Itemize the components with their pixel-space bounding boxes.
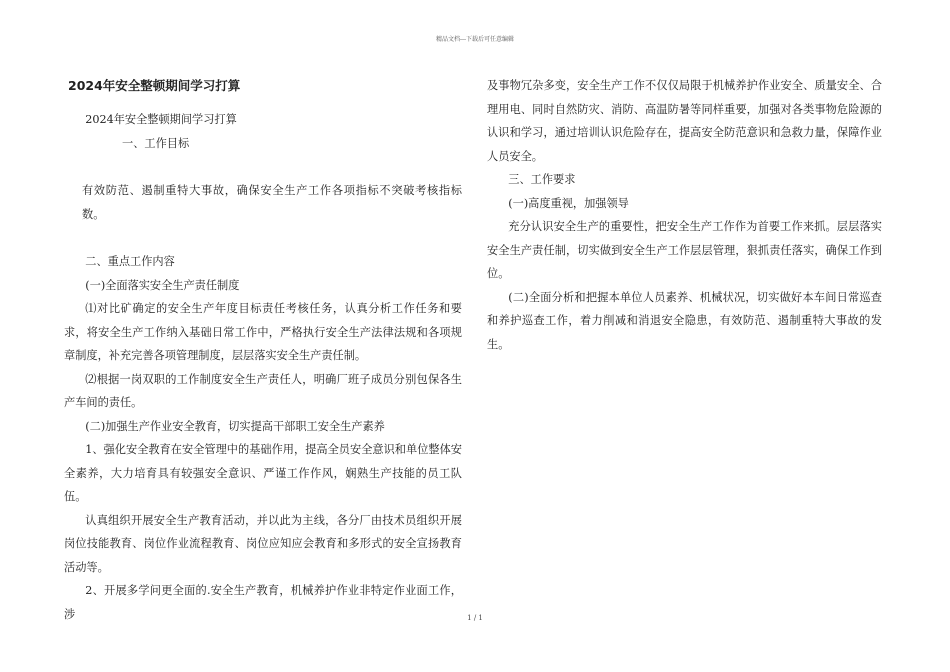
header-note: 精品文档---下载后可任意编辑 xyxy=(435,36,515,43)
requirement1-body: 充分认识安全生产的重要性，把安全生产工作作为首要工作来抓。层层落实安全生产责任制，切实做到安全生产工作层层管理，狠抓责任落实，确保工作到位。 xyxy=(487,220,882,280)
item2-paragraph-1: 1、强化安全教育在安全管理中的基础作用，提高全员安全意识和单位整体安全素养，大力培育具有较强安全意识、严谨工作作风，娴熟生产技能的员工队伍。 xyxy=(64,443,462,503)
left-column xyxy=(64,74,462,626)
section1-heading: 一、工作目标 xyxy=(122,136,190,150)
item2-heading: (二)加强生产作业安全教育，切实提高干部职工安全生产素养 xyxy=(85,419,385,433)
continued-paragraph: 及事物冗杂多变，安全生产工作不仅仅局限于机械养护作业安全、质量安全、合理用电、同时自然防灾、消防、高温防暑等同样重要，加强对各类事物危险源的认识和学习，通过培训认识危险存在，提高安全防范意识和急救力量，保障作业人员安全。 xyxy=(487,79,882,163)
right-column xyxy=(487,74,882,356)
page-number: 1 / 1 xyxy=(467,614,483,622)
item2-paragraph-3: 2、开展多学问更全面的.安全生产教育，机械养护作业非特定作业面工作，涉 xyxy=(64,584,462,621)
section3-heading: 三、工作要求 xyxy=(508,173,576,186)
requirement2-body: (二)全面分析和把握本单位人员素养、机械状况，切实做好本车间日常巡查和养护巡查工作，着力削减和消退安全隐患，有效防范、遏制重特大事故的发生。 xyxy=(487,290,882,351)
document-title: 2024年安全整顿期间学习打算 xyxy=(68,78,241,93)
section2-heading: 二、重点工作内容 xyxy=(85,255,175,268)
section1-body: 有效防范、遏制重特大事故，确保安全生产工作各项指标不突破考核指标数。 xyxy=(82,184,462,221)
document-subtitle: 2024年安全整顿期间学习打算 xyxy=(85,113,237,126)
requirement1-heading: (一)高度重视，加强领导 xyxy=(508,196,629,210)
item2-paragraph-2: 认真组织开展安全生产教育活动，并以此为主线，各分厂由技术员组织开展岗位技能教育、岗位作业流程教育、岗位应知应会教育和多形式的安全宣扬教育活动等。 xyxy=(64,513,462,574)
item1-paragraph-2: ⑵根据一岗双职的工作制度安全生产责任人，明确厂班子成员分别包保各生产车间的责任。 xyxy=(64,372,462,409)
item1-heading: (一)全面落实安全生产责任制度 xyxy=(85,278,240,292)
item1-paragraph-1: ⑴对比矿确定的安全生产年度目标责任考核任务，认真分析工作任务和要求，将安全生产工作纳入基础日常工作中，严格执行安全生产法律法规和各项规章制度，补充完善各项管理制度，层层落实安全生产责任制。 xyxy=(64,302,462,362)
